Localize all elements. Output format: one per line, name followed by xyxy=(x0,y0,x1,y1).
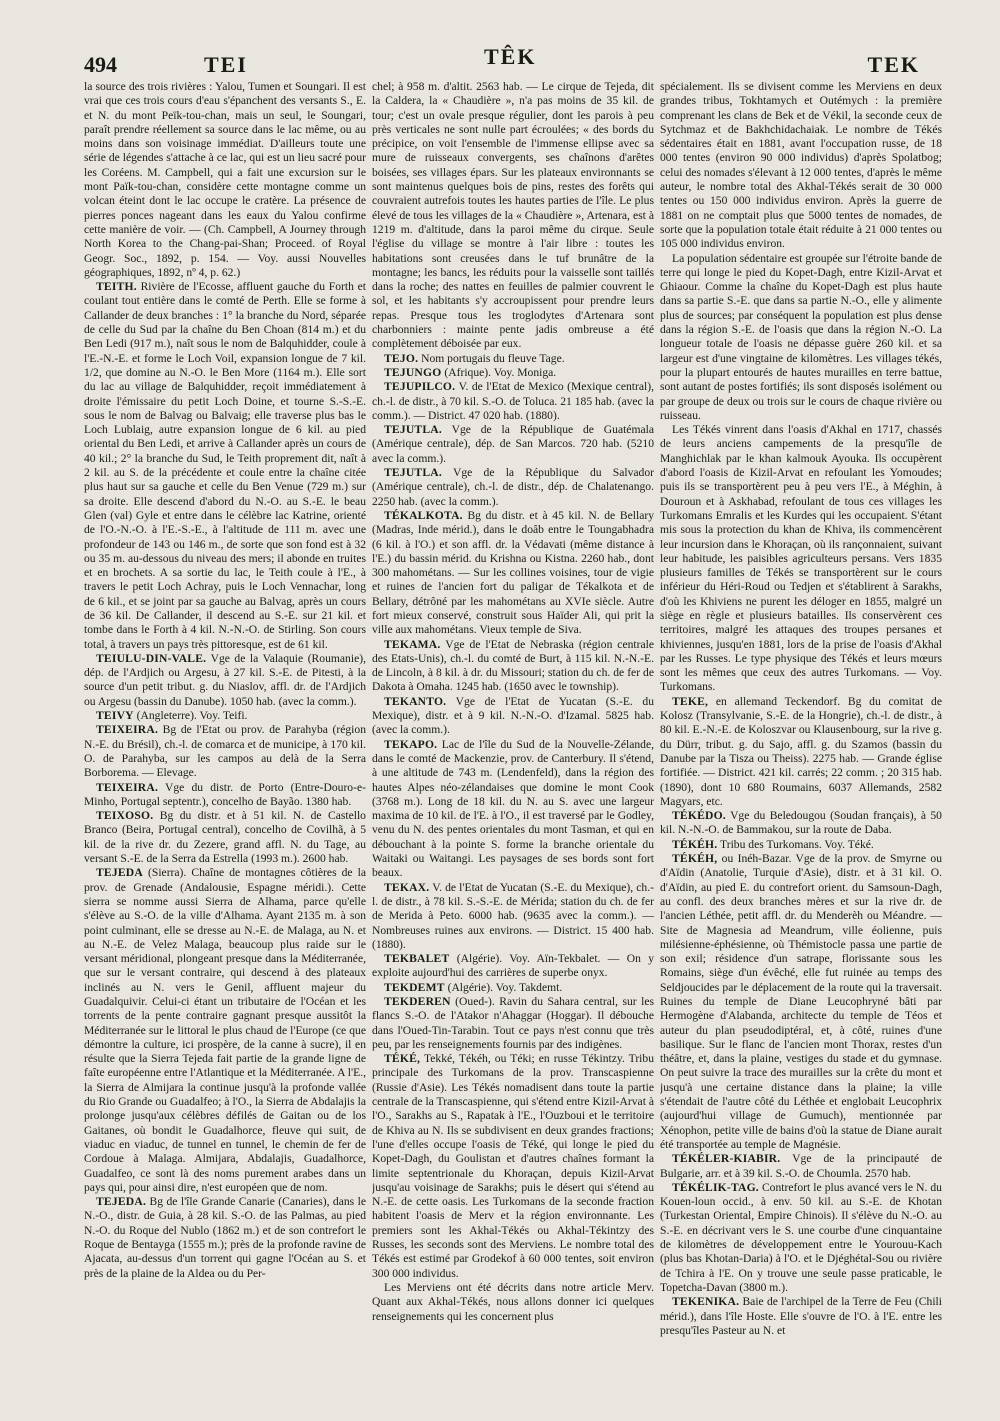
entry-text: en allemand Teckendorf. Bg du comitat de Kolosz (Transylvanie, S.-E. de la Hongrie), ch.-l. de distr., à 80 kil. E.-N.-E. de Koloszvar ou Klausenbourg, sur la rive g. du Dürr, tribut. g. du Sajo, affl. g. du Szamos (bassin du Danube par la Tisza ou Theiss). 2275 hab. — Grande église fortifiée. — District. 421 kil. carrés; 22 comm. ; 20 315 hab. (1890), dont 10 680 Roumains, 6037 Allemands, 2582 Magyars, etc. xyxy=(660,694,942,808)
entry-text: (Afrique). Voy. Moniga. xyxy=(444,365,557,379)
entry-text: Contrefort le plus avancé vers le N. du Kouen-loun occid., à env. 50 kil. au S.-E. de Khotan (Turkestan Oriental, Empire Chinois). Il s'élève du N.-O. au S.-E. en décrivant vers le S. une courbe d'une cinquantaine de kilomètres de développement entre le Yourouu-Kach (plus bas Khotan-Daria) à l'O. et le Djéghétal-Sou ou rivière de Tchira à l'E. On y trouve une seule passe praticable, le Topetcha-Davan (3800 m.). xyxy=(660,1180,942,1294)
entry-paragraph xyxy=(372,738,654,881)
entry-paragraph xyxy=(660,1152,942,1181)
entry-paragraph xyxy=(660,423,942,695)
entry-headword: TEIVY xyxy=(96,709,134,723)
entry-headword: TÉKÉDO. xyxy=(672,809,726,823)
entry-headword: TÉKÉLIK-TAG. xyxy=(672,1180,759,1194)
entry-paragraph xyxy=(84,652,366,709)
entry-headword: TEKENIKA. xyxy=(672,1295,740,1309)
entry-headword: TÉKÉLER-KIABIR. xyxy=(672,1152,781,1166)
entry-text: Vge de la République du Salvador (Amérique centrale), ch.-l. de distr., dép. de Chalatenango. 2250 hab. (avec la comm.). xyxy=(372,466,654,508)
entry-paragraph xyxy=(372,423,654,466)
entry-text: Les Tékés vinrent dans l'oasis d'Akhal en 1717, chassés de leurs anciens campements de la presqu'île de Manghichlak par le khan kalmouk Ayouka. Ils occupèrent d'abord l'oasis de Kizil-Arvat en refoulant les Yomoudes; puis ils se transportèrent peu à peu vers l'E., à Méghin, à Douroun et à Askhabad, refoulant de tous ces villages les Turkomans Emralis et les Kurdes qui les occupaient. S'étant mis sous la protection du khan de Khiva, ils commencèrent leur incursion dans le Khoraçan, où ils rançonnaient, suivant leur habitude, les paisibles agriculteurs persans. Vers 1835 plusieurs familles de Tékés se transportèrent sur le cours inférieur du Héri-Roud ou Tedjen et s'établirent à Sarakhs, d'où les Khiviens ne purent les déloger en 1855, malgré un siège en règle et plusieurs batailles. Ils conservèrent ces territoires, malgré les attaques des troupes persanes et khiviennes, jusqu'en 1881, lors de la prise de l'oasis d'Akhal par les Russes. Le type physique des Tékés et leurs mœurs sont les mêmes que ceux des autres Turkomans. — Voy. Turkomans. xyxy=(660,423,942,694)
entry-text: Les Merviens ont été décrits dans notre article Merv. Quant aux Akhal-Tékés, nous allons donner ici quelques renseignements qui les concernent plus xyxy=(372,1280,654,1323)
entry-paragraph xyxy=(84,80,366,280)
entry-text: la source des trois rivières : Yalou, Tumen et Soungari. Il est vrai que ces trois cours d'eau s'épanchent des versants S., E. et N. du mont Peïk-tou-chan, mais un seul, le Soungari, paraît prendre réellement sa source dans le lac même, ou au moins dans son voisinage immédiat. D'ailleurs toute une série de légendes s'attache à ce lac, qui est un lieu sacré pour les Coréens. M. Campbell, qui a fait une excursion sur le mont Païk-tou-chan, considère cette montagne comme un volcan éteint dont le lac occupe le cratère. La présence de pierres ponces nageant dans les eaux du Yalou confirme cette manière de voir. — (Ch. Campbell, A Journey through North Korea to the Chang-pai-Shan; Proceed. of Royal Geogr. Soc., 1892, p. 154. — Voy. aussi Nouvelles géographiques, 1892, nº 4, p. 62.) xyxy=(84,80,366,279)
text-column-3 xyxy=(660,80,942,1405)
entry-paragraph xyxy=(372,881,654,952)
entry-text: Bg du distr. et à 51 kil. N. de Castello Branco (Beira, Portugal central), concelho de Covilhã, à 5 kil. de la rive dr. du Zezere, grand affl. N. du Tage, au versant S.-E. de la Serra da Estrella (1993 m.). 2600 hab. xyxy=(84,809,366,866)
running-head-right: TEK xyxy=(867,52,920,77)
entry-paragraph xyxy=(84,280,366,652)
entry-headword: TÉKÉH. xyxy=(672,837,718,851)
entry-text: V. de l'Etat de Yucatan (S.-E. du Mexique), ch.-l. de distr., à 78 kil. S.-S.-E. de Mérida; station du ch. de fer de Merida à Peto. 6000 hab. (9635 avec la comm.). — Nombreuses ruines aux environs. — District. 15 400 hab. (1880). xyxy=(372,880,654,951)
entry-text: Rivière de l'Ecosse, affluent gauche du Forth et coulant tout entière dans le comté de Perth. Elle se forme à Callander de deux branches : 1° la branche du Nord, séparée de celle du Sud par la chaîne du Ben Choan (814 m.) et du Ben Ledi (917 m.), naît sous le nom de Balquhidder, coule à l'E.-N.-E. et forme le Loch Voil, expansion longue de 7 kil. 1/2, que domine au N.-O. le Ben More (1164 m.). Elle sort du lac au village de Balquhidder, reçoit immédiatement à droite l'émissaire du petit Loch Doine, et tourne S.-S.-E. sous le nom de Balvag ou Balvaig; elle traverse plus bas le Loch Lublaig, autre expansion longue de 6 kil. au pied oriental du Ben Ledi, et arrive à Callander après un cours de 40 kil.; 2° la branche du Sud, le Teith proprement dit, naît à 2 kil. au S. de la précédente et coule entre la chaîne citée plus haut sur sa gauche et celle du Ben Venue (729 m.) sur sa droite. Elle descend d'abord du N.-O. au S.-E. le beau Glen (val) Gyle et entre dans le célèbre lac Katrine, orienté de l'O.-N.-O. à l'E.-S.-E., à l'altitude de 111 m. avec une profondeur de 143 ou 146 m., de sorte que son fond est à 32 ou 35 m. au-dessous du niveau des mers; il abonde en truites et en brochets. A sa sortie du lac, le Teith coule à l'E., à travers le petit Loch Achray, puis le Loch Vennachar, long de 6 kil., et se joint par sa gauche au Balvag, après un cours de 36 kil. De Callander, il descend au S.-E. sur 21 kil. et tombe dans le Forth à 4 kil. N.-N.-O. de Stirling. Son cours total, à travers un pays très pittoresque, est de 61 kil. xyxy=(84,280,366,651)
entry-paragraph xyxy=(372,80,654,352)
entry-text: Vge de l'Etat de Yucatan (S.-E. du Mexique), distr. et à 9 kil. N.-N.-O. d'Izamal. 5825 hab. (avec la comm.). xyxy=(372,694,654,737)
entry-paragraph xyxy=(84,1195,366,1281)
entry-text: Bg de l'île Grande Canarie (Canaries), dans le N.-O., distr. de Guia, à 28 kil. S.-O. de las Palmas, au pied N.-O. du Roque del Nublo (1862 m.) et de son contrefort le Roque de Bentayga (1555 m.); près de la profonde ravine de Ajacata, au-dessus d'un torrent qui gagne l'Océan au S. et près de la plaine de la Aldea ou du Per- xyxy=(84,1195,366,1280)
entry-text: Vge de la Valaquie (Roumanie), dép. de l'Ardjich ou Argesu, à 27 kil. S.-E. de Pitesti, à la source d'un petit tribut. g. du Niaslov, affl. dr. de l'Ardjich ou Argesu (bassin du Danube). 1050 hab. (avec la comm.). xyxy=(84,651,366,708)
entry-text: Vge de la principauté de Bulgarie, arr. et à 39 kil. S.-O. de Choumla. 2570 hab. xyxy=(660,1152,942,1180)
entry-text: Vge de la République de Guatémala (Amérique centrale), dép. de San Marcos. 720 hab. (5210 avec la comm.). xyxy=(372,423,654,465)
entry-text: Bg de l'Etat ou prov. de Parahyba (région N.-E. du Brésil), ch.-l. de comarca et de municipe, à 170 kil. O. de Parahyba, sur les campos au delà de la Serra Borborema. — Elevage. xyxy=(84,723,366,780)
entry-headword: TEKAMA. xyxy=(384,637,441,651)
entry-text: Vge de l'Etat de Nebraska (région centrale des Etats-Unis), ch.-l. du comté de Burt, à 115 kil. N.-N.-E. de Lincoln, à 8 kil. à dr. du Missouri; station du ch. de fer de Dakota à Omaha. 1245 hab. (1650 avec le township). xyxy=(372,637,654,694)
entry-paragraph xyxy=(372,981,654,995)
entry-text: Baie de l'archipel de la Terre de Feu (Chili mérid.), dans l'île Hoste. Elle s'ouvre de l'O. à l'E. entre les presqu'îles Pasteur au N. et xyxy=(660,1295,942,1337)
entry-paragraph xyxy=(660,695,942,809)
entry-headword: TEKDEMT xyxy=(384,980,445,994)
entry-headword: TEJEDA. xyxy=(96,1195,147,1209)
entry-headword: TEJUPILCO. xyxy=(384,380,456,394)
text-column-2 xyxy=(372,80,654,1405)
entry-headword: TEITH. xyxy=(96,280,137,294)
entry-headword: TEJEDA xyxy=(96,866,143,880)
entry-text: ou Inéh-Bazar. Vge de la prov. de Smyrne ou d'Aïdin (Anatolie, Turquie d'Asie), distr. et à 31 kil. O. d'Aïdin, au pied E. du contrefort orient. du Samsoun-Dagh, au confl. des deux branches mères et sur la rive dr. de l'ancien Léthée, petit affl. dr. du Menderèh ou Méandre. — Site de Magnesia ad Meandrum, ville éolienne, puis milésienne-éphésienne, où Thémistocle passa une partie de son exil; résidence d'un satrape, florissante sous les Romains, siège d'un évêché, elle fut ruinée au temps des Seldjoucides par le déplacement de la route qui la traversait. Ruines du temple de Diane Leucophryné bâti par Hermogène d'Alabanda, architecte du temple de Téos et auteur du plan pseudodiptéral, et, à côté, ruines d'une basilique. Sur le flanc de l'ancien mont Thorax, restes d'un théâtre, et, dans la plaine, vestiges du stade et du gymnase. On peut suivre la trace des murailles sur la crête du mont et jusqu'à une certaine distance dans la plaine; la ville s'étendait de l'autre côté du Léthée et englobait Leucophrix (aujourd'hui village de Gumuch), mentionnée par Xénophon, petite ville de bains d'où la statue de Diane aurait été transportée au temple de Magnésie. xyxy=(660,852,942,1151)
entry-headword: TEKAX. xyxy=(384,880,430,894)
entry-text: Tekké, Tékéh, ou Téki; en russe Tékintzy. Tribu principale des Turkomans de la prov. Transcaspienne (Russie d'Asie). Les Tékés nomadisent dans toute la partie centrale de la Transcaspienne, qui s'étend entre Kizil-Arvat à l'O., Sarakhs au S., Rapatak à l'E., l'Ouzboui et le territoire de Khiva au N. Ils se subdivisent en deux grandes fractions; l'une d'elles occupe l'oasis de Téké, qui longe le pied du Kopet-Dagh, du Goulistan et d'autres chaînes formant la limite septentrionale du Khoraçan, depuis Kizil-Arvat jusqu'au voisinage de Sarakhs; puis le désert qui s'étend au N.-E. de cette oasis. Les Turkomans de la seconde fraction habitent l'oasis de Merv et la région environnante. Les premiers sont les Akhal-Tékés ou Akhal-Tékintzy des Russes, les seconds sont des Merviens. Le nombre total des Tékés est estimé par Grodekof à 60 000 tentes, soit environ 300 000 individus. xyxy=(372,1052,654,1280)
entry-text: Lac de l'île du Sud de la Nouvelle-Zélande, dans le comté de Mackenzie, prov. de Canterbury. Il s'étend, à une altitude de 743 m. (Lendenfeld), dans la région des hautes Alpes néo-zélandaises que domine le mont Cook (3768 m.). Long de 18 kil. du N. au S. avec une largeur maxima de 10 kil. de l'E. à l'O., il est traversé par le Godley, venu du N. des pentes orientales du mont Tasman, et qui en débouchant à la pointe S. forme la branche orientale du Waitaki ou Waitangi. Les paysages de ses bords sont fort beaux. xyxy=(372,737,654,880)
entry-paragraph xyxy=(660,80,942,252)
entry-paragraph xyxy=(660,252,942,424)
entry-headword: TEKAPO. xyxy=(384,737,438,751)
entry-paragraph xyxy=(660,838,942,852)
entry-paragraph xyxy=(372,466,654,509)
entry-paragraph xyxy=(372,1052,654,1281)
entry-text: Bg du distr. et à 45 kil. N. de Bellary (Madras, Inde mérid.), dans le doâb entre le Toungabhadra (6 kil. à l'O.) et son affl. dr. la Védavati (même distance à l'E.) du bassin mérid. du Krishna ou Kistna. 2260 hab., dont 300 mahométans. — Sur les collines voisines, tour de vigie et ruines de l'ancien fort du paligar de Tékalkota et de Bellary, détrôné par les mahométans au XVIe siècle. Autre fort mieux conservé, construit sous Haïder Ali, qui prit la ville aux mahométans. Vieux temple de Siva. xyxy=(372,508,654,637)
entry-text: Nom portugais du fleuve Tage. xyxy=(421,351,565,365)
entry-headword: TEIXEIRA. xyxy=(96,780,159,794)
entry-text: spécialement. Ils se divisent comme les Merviens en deux grandes tribus, Tokhtamych et Outémych : la première comprenant les clans de Bek et de Vékil, la seconde ceux de Sytchmaz et de Bakhchidachaiak. Le nombre de Tékés sédentaires était en 1881, avant l'occupation russe, de 18 000 tentes (environ 90 000 individus) d'après Spolatbog; celui des nomades s'élevant à 12 000 tentes, d'après le même auteur, le nombre total des Akhal-Tékés serait de 30 000 tentes ou 150 000 individus environ. Après la guerre de 1881 on ne comptait plus que 5000 tentes de nomades, de sorte que la population totale était réduite à 21 000 tentes ou 105 000 individus environ. xyxy=(660,80,942,251)
entry-text: Vge du Beledougou (Soudan français), à 50 kil. N.-N.-O. de Bammakou, sur la route de Daba. xyxy=(660,809,942,837)
page-number: 494 xyxy=(84,52,117,77)
entry-paragraph xyxy=(660,1181,942,1295)
entry-paragraph xyxy=(372,1281,654,1324)
entry-headword: TÉKALKOTA. xyxy=(384,508,463,522)
entry-headword: TEJUTLA. xyxy=(384,423,442,437)
entry-paragraph xyxy=(372,509,654,638)
entry-text: La population sédentaire est groupée sur l'étroite bande de terre qui longe le pied du Kopet-Dagh, entre Kizil-Arvat et Ghiaour. Comme la chaîne du Kopet-Dagh est plus haute dans sa partie S.-E. que dans sa partie N.-O., elle y alimente plus de sources; par conséquent la population est plus dense dans la région S.-E. de l'oasis que dans la région N.-O. La longueur totale de l'oasis ne dépasse guère 260 kil. et sa largeur est d'une vingtaine de kilomètres. Les villages tékés, pour la plupart entourés de hautes murailles en terre battue, sont autant de postes fortifiés; ils sont disposés isolément ou par groupe de deux ou trois sur le cours de chaque rivière ou ruisseau. xyxy=(660,251,942,422)
entry-headword: TEJUTLA. xyxy=(384,466,442,480)
entry-paragraph xyxy=(372,380,654,423)
entry-headword: TEKANTO. xyxy=(384,694,447,708)
entry-paragraph xyxy=(372,638,654,695)
entry-text: Tribu des Turkomans. Voy. Téké. xyxy=(720,837,874,851)
entry-paragraph xyxy=(372,952,654,981)
entry-headword: TÉKÉ, xyxy=(384,1052,421,1066)
entry-text: (Angleterre). Voy. Teifi. xyxy=(136,709,248,723)
running-head-left: TEI xyxy=(204,52,248,77)
entry-paragraph xyxy=(372,995,654,1052)
entry-headword: TEKE, xyxy=(672,694,709,708)
entry-headword: TEIXOSO. xyxy=(96,809,154,823)
entry-paragraph xyxy=(372,352,654,366)
entry-paragraph xyxy=(660,1295,942,1338)
entry-headword: TEKBALET xyxy=(384,952,450,966)
entry-paragraph xyxy=(84,723,366,780)
entry-text: (Sierra). Chaîne de montagnes côtières de la prov. de Grenade (Andalousie, Espagne méridi.). Cette sierra se nomme aussi Sierra de Alhama, parce qu'elle s'élève au S.-O. de la ville d'Alhama. Ayant 2135 m. à son point culminant, elle se dresse au N.-E. de Malaga, au N. et au N.-E. de Velez Malaga, beaucoup plus raide sur le versant méridional, plongeant presque dans la Méditerranée, que sur le versant contraire, qui descend à des plateaux inclinés au N. vers le Genil, affluent majeur du Guadalquivir. Celui-ci étant un tributaire de l'Océan et les torrents de la pente contraire gagnant presque aussitôt la Méditerranée sur le littoral le plus chaud de l'Europe (ce que démontre la culture, ici prospère, de la canne à sucre), il en résulte que la Sierra Tejeda fait partie de la grande ligne de faîte européenne entre l'Atlantique et la Méditerranée. A l'E., la Sierra de Almijara la continue jusqu'à la profonde vallée du Rio Grande ou Guadalfeo; à l'O., la Sierra de Abdalajis la prolonge jusqu'aux célèbres défilés de Gaitan ou de los Gaitanes, où bondit le Guadalhorce, fleuve qui suit, de viaduc en viaduc, de tunnel en tunnel, le chemin de fer de Cordoue à Malaga. Almijara, Abdalajis, Guadalhorce, Guadalfeo, ce sont là des noms purement arabes dans un pays qui, pour ainsi dire, n'est européen que de nom. xyxy=(84,866,366,1194)
entry-headword: TEKDEREN xyxy=(384,995,451,1008)
entry-headword: TEIULU-DIN-VALE. xyxy=(96,651,207,665)
entry-headword: TEJUNGO xyxy=(384,365,442,379)
page-header xyxy=(84,42,960,82)
running-head-center: TÊK xyxy=(484,44,537,69)
entry-paragraph xyxy=(84,709,366,723)
entry-headword: TÉKÉH, xyxy=(672,852,718,866)
entry-text: (Algérie). Voy. Takdemt. xyxy=(447,980,563,994)
entry-headword: TEIXEIRA. xyxy=(96,723,159,737)
entry-text: (Algérie). Voy. Aïn-Tekbalet. — On y exploite aujourd'hui des carrières de superbe onyx. xyxy=(372,952,654,980)
entry-headword: TEJO. xyxy=(384,351,419,365)
entry-paragraph xyxy=(372,695,654,738)
entry-paragraph xyxy=(84,866,366,1195)
entry-text: V. de l'Etat de Mexico (Mexique central), ch.-l. de distr., à 70 kil. S.-O. de Toluca. 21 185 hab. (avec la comm.). — District. 47 020 hab. (1880). xyxy=(372,380,654,422)
entry-text: Vge du distr. de Porto (Entre-Douro-e-Minho, Portugal septentr.), concelho de Bayão. 1380 hab. xyxy=(84,780,366,808)
entry-paragraph xyxy=(660,809,942,838)
entry-paragraph xyxy=(660,852,942,1152)
entry-paragraph xyxy=(372,366,654,380)
entry-text: chel; à 958 m. d'altit. 2563 hab. — Le cirque de Tejeda, dit la Caldera, la « Chaudière », n'a pas moins de 35 kil. de tour; c'est un ovale presque régulier, dont les parois à peu près verticales ne sont nulle part écroulées; « des bords du précipice, on voit l'ensemble de l'immense ellipse avec sa mure de ruisseaux convergents, ses chaînons d'arêtes boisées, ses villages épars. Sur les plateaux environnants se sont maintenus quelques bois de pins, restes des forêts qui couvraient autrefois toutes les hautes parties de l'île. Le plus élevé de tous les villages de la « Chaudière », Artenara, est à 1219 m. d'altitude, dans la paroi même du cirque. Seule l'église du village se montre à l'air libre : toutes les habitations sont creusées dans le tuf brunâtre de la montagne; les bancs, les réduits pour la vaisselle sont taillés dans la roche; des nattes en feuilles de palmier couvrent le sol, et les habitants s'y accroupissent pour prendre leurs repas. Presque tous les troglodytes d'Artenara sont charbonniers : mainte pente jadis ombreuse a été complètement déboisée par eux. xyxy=(372,80,654,351)
text-column-1 xyxy=(84,80,366,1405)
entry-text: (Oued-). Ravin du Sahara central, sur les flancs S.-O. de l'Atakor n'Ahaggar (Hoggar). Il débouche dans l'Oued-Tin-Tarabin. Tout ce pays n'est connu que très peu, par les renseignements fournis par des indigènes. xyxy=(372,995,654,1051)
entry-paragraph xyxy=(84,809,366,866)
entry-paragraph xyxy=(84,781,366,810)
